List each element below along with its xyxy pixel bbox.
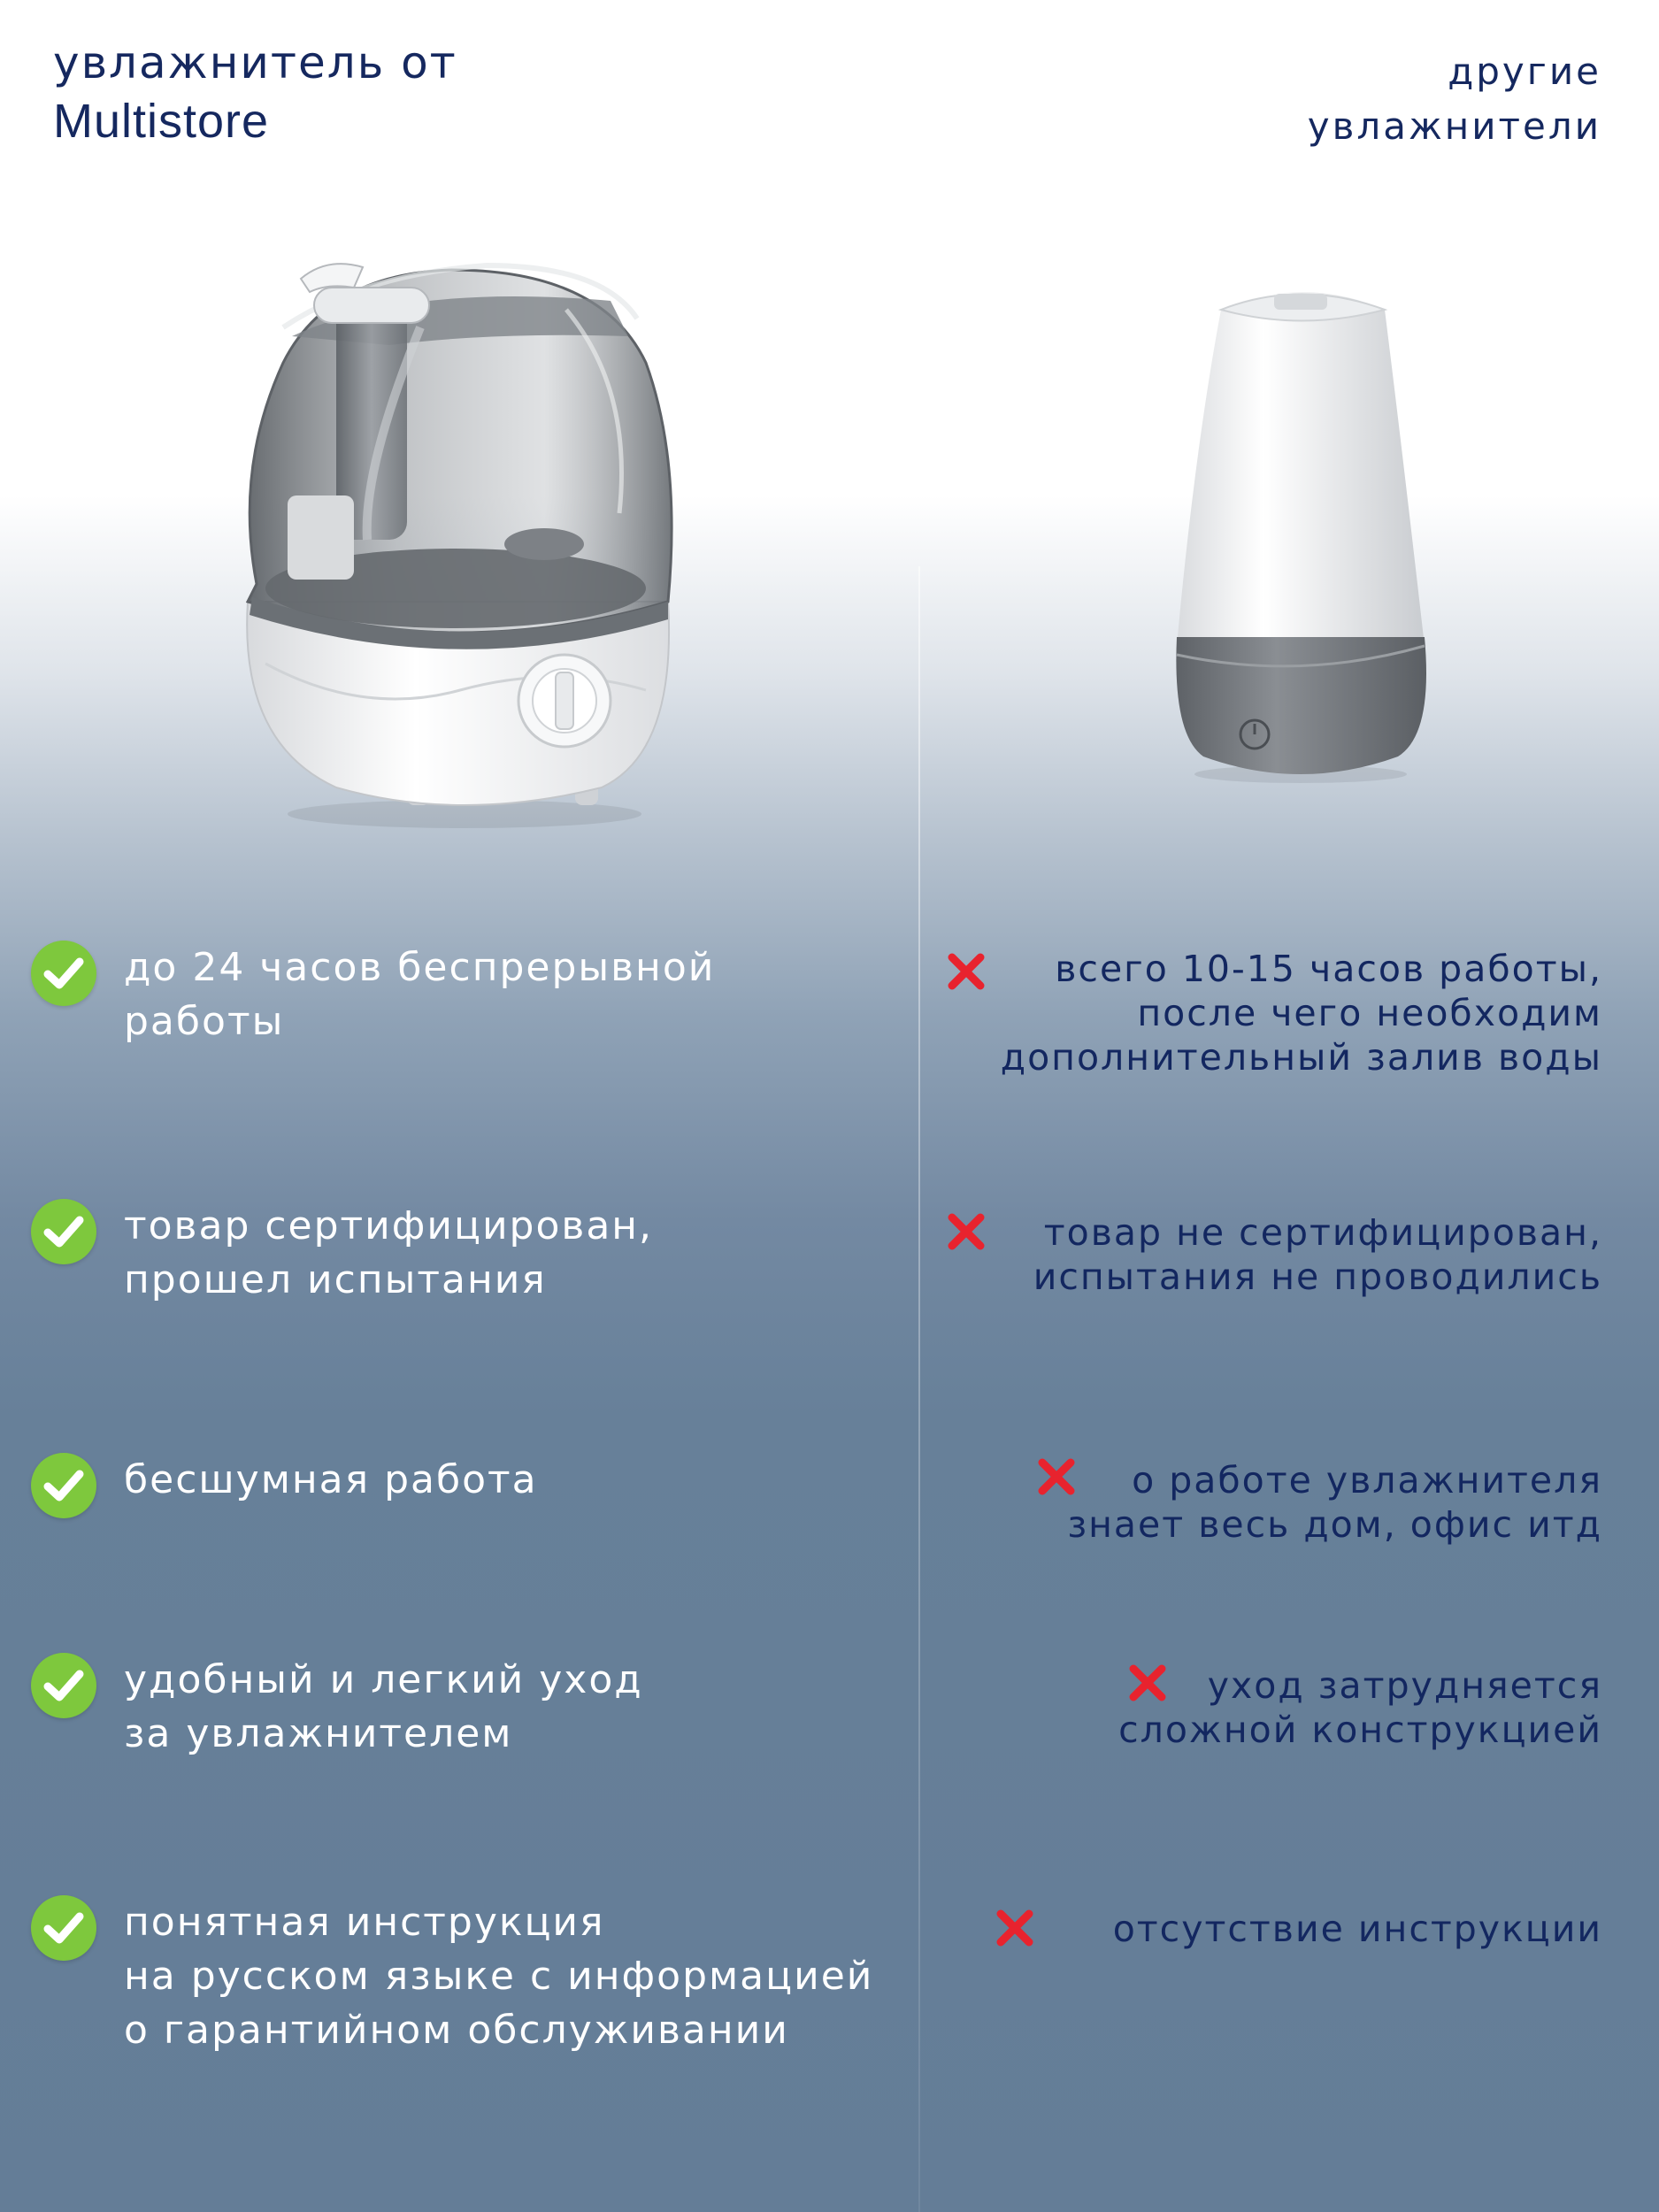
header-others (1053, 44, 1601, 154)
pro-text (124, 1199, 920, 1307)
check-icon (31, 1653, 96, 1718)
pro-line: работы (124, 999, 285, 1044)
con-text (877, 947, 1602, 1079)
con-line: всего 10-15 часов работы, (1055, 948, 1602, 990)
con-line: товар не сертифицирован, (1043, 1211, 1602, 1254)
pro-line: за увлажнителем (124, 1711, 513, 1756)
header-multistore (53, 34, 726, 150)
pro-line: до 24 часов беспрерывной (124, 945, 716, 990)
pro-text (124, 1895, 920, 2057)
con-line: испытания не проводились (1033, 1256, 1602, 1298)
other-humidifier-image (1168, 274, 1433, 787)
con-text (877, 1210, 1602, 1299)
con-text (877, 1458, 1602, 1547)
pro-line: бесшумная работа (124, 1457, 538, 1502)
header-left-brand: Multistore (53, 95, 270, 148)
con-line: о работе увлажнителя (1132, 1459, 1602, 1502)
pro-line: на русском языке с информацией (124, 1954, 874, 1999)
check-icon (31, 941, 96, 1006)
check-icon (31, 1199, 96, 1264)
pro-text (124, 941, 920, 1048)
con-text (877, 1663, 1602, 1752)
con-line: уход затрудняется (1207, 1664, 1602, 1707)
pro-line: о гарантийном обслуживании (124, 2008, 789, 2053)
con-line: после чего необходим (1137, 992, 1602, 1034)
pro-text (124, 1453, 920, 1507)
con-line: знает весь дом, офис итд (1067, 1503, 1602, 1546)
header-right-line1: другие (1448, 50, 1601, 93)
pro-text (124, 1653, 920, 1761)
pro-line: удобный и легкий уход (124, 1657, 643, 1702)
con-text (877, 1907, 1602, 1951)
con-line: сложной конструкцией (1118, 1709, 1602, 1751)
check-icon (31, 1453, 96, 1518)
pro-line: понятная инструкция (124, 1900, 605, 1945)
con-line: дополнительный залив воды (1000, 1036, 1602, 1079)
pro-line: товар сертифицирован, (124, 1203, 654, 1248)
header-left-line1: увлажнитель от (53, 37, 457, 88)
header-right-line2: увлажнители (1307, 104, 1601, 148)
pro-line: прошел испытания (124, 1257, 547, 1302)
con-line: отсутствие инструкции (1112, 1908, 1602, 1950)
multistore-humidifier-image (230, 248, 690, 841)
check-icon (31, 1895, 96, 1961)
